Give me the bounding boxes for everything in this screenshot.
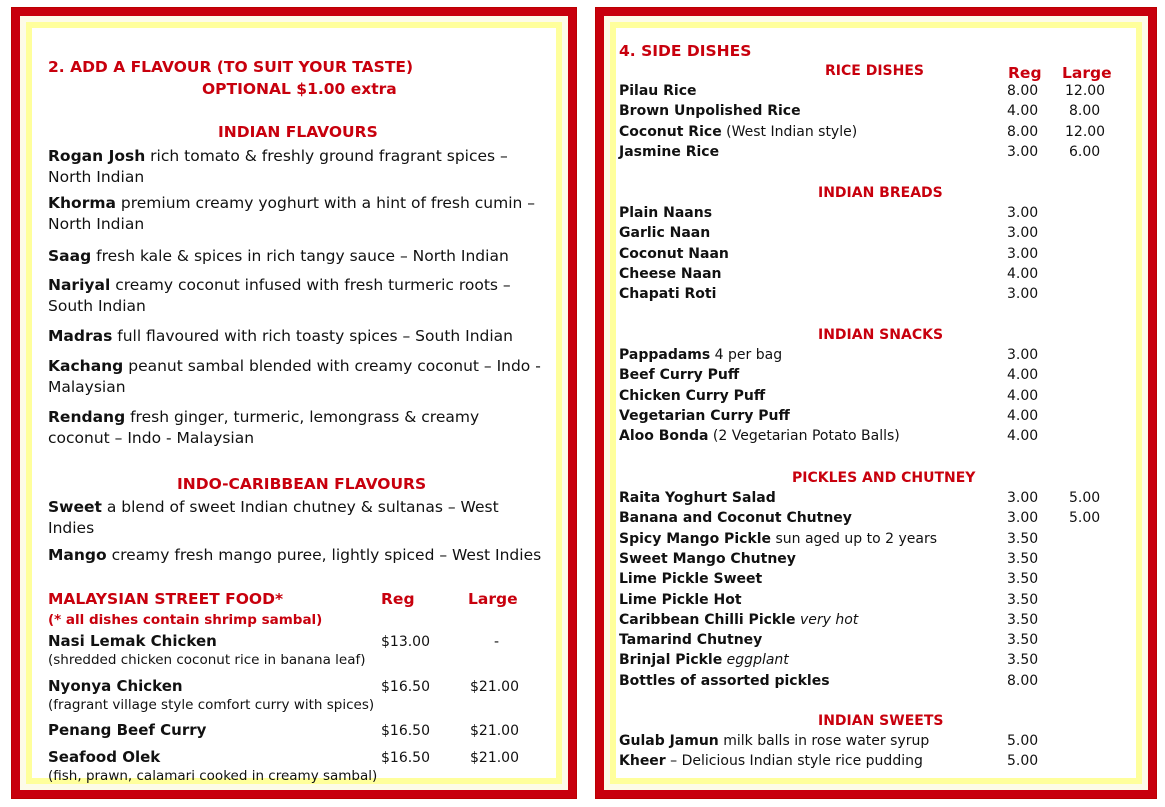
- side-price-large: 5.00: [1069, 510, 1101, 527]
- side-price-reg: 5.00: [1007, 753, 1039, 770]
- left-menu-panel: [12, 8, 576, 798]
- side-price-reg: 3.50: [1007, 591, 1039, 608]
- right-panel-content: [616, 28, 1136, 778]
- side-price-reg: 3.50: [1007, 652, 1039, 669]
- side-price-reg: 3.50: [1007, 550, 1039, 567]
- street-item-nyonya: Nyonya Chicken (fragrant village style comfort curry with spices): [48, 677, 375, 713]
- street-food-note: (* all dishes contain shrimp sambal): [48, 612, 323, 628]
- side-dish-item: Pilau Rice: [619, 83, 697, 99]
- side-dish-item: Kheer – Delicious Indian style rice pudding: [619, 753, 923, 770]
- side-price-reg: 3.00: [1007, 143, 1039, 160]
- side-dish-item: Banana and Coconut Chutney: [619, 510, 852, 527]
- section-title-flavour: 2. ADD A FLAVOUR (TO SUIT YOUR TASTE): [48, 58, 414, 76]
- flavour-item-mango: Mango creamy fresh mango puree, lightly spiced – West Indies: [48, 546, 542, 564]
- side-dish-item: Tamarind Chutney: [619, 632, 763, 649]
- side-dish-item: Caribbean Chilli Pickle very hot: [619, 611, 859, 628]
- side-dish-item: Plain Naans: [619, 205, 713, 221]
- flavour-item-khorma: Khorma premium creamy yoghurt with a hint of fresh cumin – North Indian: [48, 194, 536, 233]
- side-price-large: 8.00: [1069, 103, 1101, 120]
- street-price-large: $21.00: [470, 679, 519, 695]
- street-price-large: $21.00: [470, 750, 519, 766]
- side-dish-item: Gulab Jamun milk balls in rose water syrup: [619, 733, 930, 749]
- side-price-large: 12.00: [1065, 83, 1106, 99]
- side-price-reg: 5.00: [1007, 733, 1039, 749]
- street-item-seafood-olek: Seafood Olek (fish, prawn, calamari cooked in creamy sambal): [48, 748, 378, 784]
- side-price-reg: 8.00: [1007, 123, 1039, 140]
- street-price-reg: $16.50: [381, 750, 430, 766]
- flavour-item-nariyal: Nariyal creamy coconut infused with fresh turmeric roots – South Indian: [48, 276, 511, 315]
- side-dish-item: Garlic Naan: [619, 225, 711, 242]
- street-price-large: $21.00: [470, 723, 519, 739]
- side-price-reg: 3.00: [1007, 510, 1039, 527]
- side-dish-item: Lime Pickle Sweet: [619, 571, 763, 588]
- flavour-item-sweet: Sweet a blend of sweet Indian chutney & sultanas – West Indies: [48, 498, 499, 537]
- side-price-reg: 4.00: [1007, 103, 1039, 120]
- side-dish-item: Sweet Mango Chutney: [619, 550, 796, 567]
- side-price-large: 12.00: [1065, 123, 1106, 140]
- side-col-large: Large: [1062, 64, 1112, 82]
- flavour-item-rendang: Rendang fresh ginger, turmeric, lemongrass & creamy coconut – Indo - Malaysian: [48, 408, 480, 447]
- side-price-reg: 4.00: [1007, 407, 1039, 424]
- street-price-large: -: [494, 634, 500, 650]
- side-price-reg: 3.50: [1007, 530, 1039, 547]
- street-col-large: Large: [468, 590, 518, 608]
- side-dish-item: Brown Unpolished Rice: [619, 103, 801, 120]
- side-dish-item: Aloo Bonda (2 Vegetarian Potato Balls): [619, 428, 900, 445]
- flavour-item-rogan-josh: Rogan Josh rich tomato & freshly ground fragrant spices – North Indian: [48, 147, 508, 186]
- flavour-item-madras: Madras full flavoured with rich toasty spices – South Indian: [48, 327, 514, 345]
- street-price-reg: $13.00: [381, 634, 430, 650]
- side-price-reg: 3.00: [1007, 225, 1039, 242]
- street-price-reg: $16.50: [381, 723, 430, 739]
- side-dish-item: Coconut Rice (West Indian style): [619, 123, 858, 140]
- street-item-nasi-lemak: Nasi Lemak Chicken (shredded chicken coconut rice in banana leaf): [48, 632, 366, 668]
- side-dish-item: Brinjal Pickle eggplant: [619, 652, 789, 669]
- side-price-reg: 3.00: [1007, 205, 1039, 221]
- group-heading: INDIAN BREADS: [818, 185, 943, 201]
- side-price-large: 5.00: [1069, 490, 1101, 506]
- group-heading: INDIAN SWEETS: [818, 713, 944, 729]
- side-price-reg: 3.50: [1007, 632, 1039, 649]
- caribbean-flavours-heading: INDO-CARIBBEAN FLAVOURS: [177, 475, 427, 493]
- side-dish-item: Chicken Curry Puff: [619, 387, 766, 404]
- group-heading: INDIAN SNACKS: [818, 327, 944, 343]
- side-price-large: 6.00: [1069, 143, 1101, 160]
- side-dish-item: Pappadams 4 per bag: [619, 347, 783, 363]
- side-price-reg: 8.00: [1007, 83, 1039, 99]
- left-panel-content: [32, 28, 556, 784]
- group-heading: PICKLES AND CHUTNEY: [792, 470, 976, 486]
- side-price-reg: 3.00: [1007, 347, 1039, 363]
- flavour-item-saag: Saag fresh kale & spices in rich tangy sauce – North Indian: [48, 247, 509, 265]
- side-dish-item: Raita Yoghurt Salad: [619, 490, 776, 506]
- side-col-reg: Reg: [1008, 64, 1042, 82]
- group-heading: RICE DISHES: [825, 63, 924, 79]
- side-dish-item: Coconut Naan: [619, 245, 729, 262]
- side-dish-item: Cheese Naan: [619, 265, 722, 282]
- side-price-reg: 8.00: [1007, 672, 1039, 689]
- side-price-reg: 4.00: [1007, 265, 1039, 282]
- indian-flavours-heading: INDIAN FLAVOURS: [218, 123, 378, 141]
- section-title-side-dishes: 4. SIDE DISHES: [619, 42, 752, 60]
- side-dish-item: Chapati Roti: [619, 286, 717, 303]
- side-dish-item: Spicy Mango Pickle sun aged up to 2 years: [619, 530, 937, 547]
- flavour-item-kachang: Kachang peanut sambal blended with creamy coconut – Indo - Malaysian: [48, 357, 541, 396]
- side-price-reg: 3.00: [1007, 490, 1039, 506]
- side-dish-item: Jasmine Rice: [619, 143, 720, 160]
- side-dish-item: Vegetarian Curry Puff: [619, 407, 790, 424]
- right-menu-panel: [596, 8, 1156, 798]
- side-price-reg: 3.00: [1007, 245, 1039, 262]
- side-dish-item: Beef Curry Puff: [619, 367, 740, 384]
- street-col-reg: Reg: [381, 590, 415, 608]
- street-food-heading: MALAYSIAN STREET FOOD*: [48, 590, 284, 608]
- street-price-reg: $16.50: [381, 679, 430, 695]
- side-price-reg: 3.50: [1007, 571, 1039, 588]
- side-dish-item: Lime Pickle Hot: [619, 591, 742, 608]
- side-price-reg: 3.00: [1007, 286, 1039, 303]
- side-price-reg: 3.50: [1007, 611, 1039, 628]
- side-price-reg: 4.00: [1007, 428, 1039, 445]
- side-price-reg: 4.00: [1007, 387, 1039, 404]
- side-price-reg: 4.00: [1007, 367, 1039, 384]
- street-item-penang: Penang Beef Curry: [48, 721, 207, 739]
- optional-note: OPTIONAL $1.00 extra: [202, 80, 397, 98]
- side-dish-item: Bottles of assorted pickles: [619, 672, 830, 689]
